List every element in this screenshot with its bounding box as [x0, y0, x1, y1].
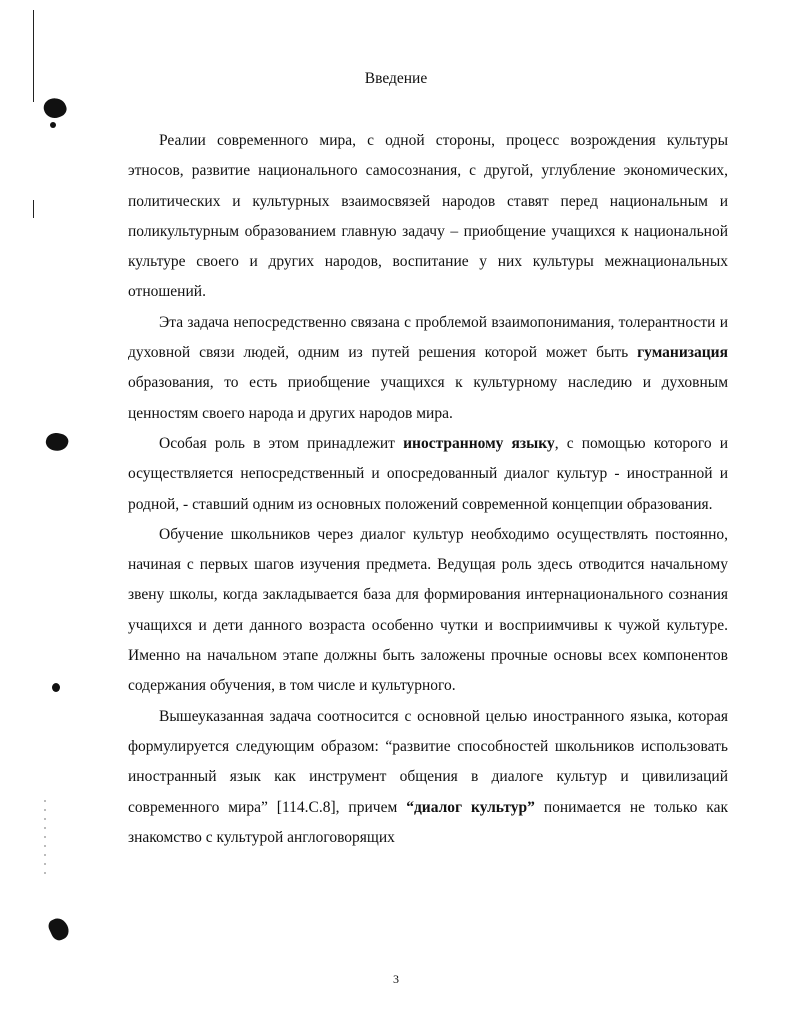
binding-hole-mark	[46, 915, 72, 943]
body-text	[128, 126, 728, 853]
text-segment: Особая роль в этом принадлежит	[159, 434, 404, 452]
text-segment: Обучение школьников через диалог культур необходимо осуществлять постоянно, начиная с первых шагов изучения предмета. Ведущая роль здесь отводится начальному звену школы, когда закладывается база для формирования интернационального сознания учащихся и дети данного возраста особенно чутки и восприимчивы к чужой культуре. Именно на начальном этапе должны быть заложены прочные основы всех компонентов содержания обучения, в том числе и культурного.	[128, 525, 728, 695]
text-segment: образования, то есть приобщение учащихся к культурному наследию и духовным ценностям своего народа и других народов мира.	[128, 374, 728, 422]
bold-term: иностранному языку	[403, 434, 555, 452]
text-segment: , с помощью которого и осуществляется непосредственный и опосредованный диалог культур - иностранной и родной, - ставший одним из основных положений современной концепции образования.	[128, 434, 729, 513]
bold-term: “диалог культур”	[406, 798, 535, 816]
page-title: Введение	[364, 70, 428, 87]
text-segment: Эта задача непосредственно связана с проблемой взаимопонимания, толерантности и духовной связи людей, одним из путей решения которой может быть	[128, 313, 728, 362]
paragraph	[128, 702, 728, 853]
scan-noise	[44, 800, 46, 880]
paragraph	[128, 429, 728, 520]
scan-edge-line	[33, 10, 34, 102]
text-segment: Реалии современного мира, с одной стороны, процесс возрождения культуры этносов, развитие национального самосознания, с другой, углубление экономических, политических и культурных взаимосвязей народов ставят перед национальным и поликультурным образованием главную задачу – приобщение учащихся к национальной культуре своего и других народов, воспитание у них культуры межнациональных отношений.	[128, 132, 728, 301]
scan-edge-line	[33, 200, 34, 218]
page-number: 3	[393, 972, 399, 986]
binding-hole-mark	[44, 430, 70, 453]
binding-hole-mark	[50, 122, 56, 128]
text-segment: понимается не только как знакомство с культурой англоговорящих	[128, 798, 728, 846]
bold-term: гуманизация	[637, 344, 728, 362]
paragraph	[128, 126, 728, 308]
paragraph	[128, 308, 728, 429]
paragraph	[128, 520, 728, 702]
text-segment: Вышеуказанная задача соотносится с основной целью иностранного языка, которая формулируется следующим образом: “развитие способностей школьников использовать иностранный язык как инструмент общения в диалоге культур и цивилизаций современного мира” [114.С.8], причем	[128, 707, 728, 816]
binding-hole-mark	[41, 95, 69, 121]
binding-hole-mark	[52, 683, 60, 692]
